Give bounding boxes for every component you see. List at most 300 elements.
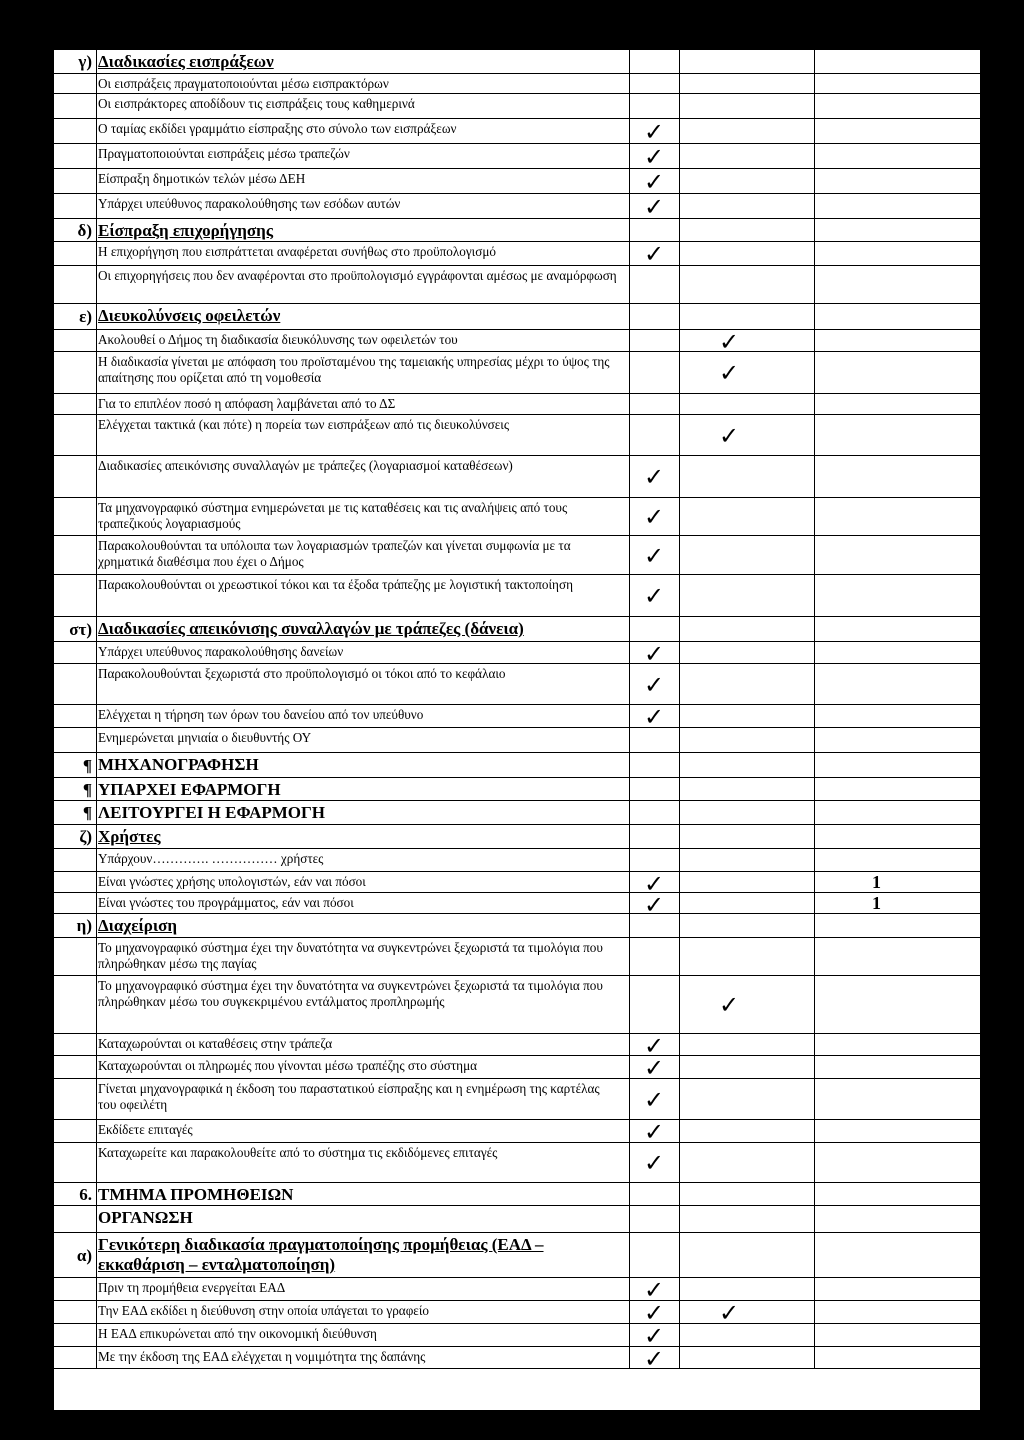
column-divider bbox=[96, 617, 97, 641]
checklist-row bbox=[54, 728, 980, 753]
column-divider bbox=[629, 1056, 630, 1078]
checklist-row bbox=[54, 219, 980, 242]
column-divider bbox=[629, 1233, 630, 1277]
column-divider bbox=[814, 330, 815, 351]
row-text: Με την έκδοση της ΕΑΔ ελέγχεται η νομιμότητα της δαπάνης bbox=[98, 1349, 426, 1364]
column-divider bbox=[679, 938, 680, 975]
column-divider bbox=[679, 219, 680, 241]
check-mark-icon: ✓ bbox=[644, 503, 665, 531]
column-divider bbox=[96, 1034, 97, 1055]
column-divider bbox=[96, 119, 97, 143]
column-divider bbox=[679, 394, 680, 414]
column-divider bbox=[96, 872, 97, 892]
checklist-row bbox=[54, 169, 980, 194]
checklist-row bbox=[54, 1233, 980, 1278]
column-divider bbox=[814, 825, 815, 848]
column-divider bbox=[679, 194, 680, 218]
checklist-row bbox=[54, 74, 980, 94]
row-label: ζ) bbox=[79, 827, 92, 846]
checklist-row bbox=[54, 703, 980, 731]
checklist-row bbox=[54, 891, 980, 919]
row-label: α) bbox=[76, 1245, 92, 1265]
column-divider bbox=[679, 1206, 680, 1232]
column-divider bbox=[629, 1183, 630, 1205]
column-divider bbox=[814, 1233, 815, 1277]
row-text: Γίνεται μηχανογραφικά η έκδοση του παραστατικού είσπραξης και η ενημέρωση της καρτέλας του οφειλέτη bbox=[98, 1081, 600, 1112]
column-divider bbox=[679, 415, 680, 455]
column-divider bbox=[629, 705, 630, 727]
column-divider bbox=[96, 219, 97, 241]
column-divider bbox=[629, 728, 630, 752]
column-divider bbox=[814, 498, 815, 535]
column-divider bbox=[96, 778, 97, 800]
column-divider bbox=[679, 1301, 680, 1323]
check-mark-icon: ✓ bbox=[644, 1345, 665, 1373]
column-divider bbox=[629, 976, 630, 1033]
row-text: Υπάρχει υπεύθυνος παρακολούθησης δανείων bbox=[98, 644, 344, 659]
row-text: ΟΡΓΑΝΩΣΗ bbox=[98, 1208, 193, 1227]
check-mark-icon: ✓ bbox=[644, 670, 665, 699]
column-divider bbox=[96, 304, 97, 329]
column-divider bbox=[96, 1183, 97, 1205]
row-text: Η επιχορήγηση που εισπράττεται αναφέρεται συνήθως στο προϋπολογισμό bbox=[98, 244, 497, 259]
column-divider bbox=[679, 1183, 680, 1205]
column-divider bbox=[679, 266, 680, 303]
checklist-row bbox=[54, 1032, 980, 1060]
row-text: Ελέγχεται η τήρηση των όρων του δανείου από τον υπεύθυνο bbox=[98, 707, 424, 722]
column-divider bbox=[679, 1233, 680, 1277]
column-divider bbox=[629, 456, 630, 497]
column-divider bbox=[629, 1034, 630, 1055]
checklist-row bbox=[54, 801, 980, 825]
checklist-row bbox=[54, 778, 980, 801]
row-text: Ο ταμίας εκδίδει γραμμάτιο είσπραξης στο σύνολο των εισπράξεων bbox=[98, 121, 457, 136]
row-text: ΜΗΧΑΝΟΓΡΑΦΗΣΗ bbox=[98, 755, 259, 774]
column-divider bbox=[679, 753, 680, 777]
row-text: Καταχωρούνται οι πληρωμές που γίνονται μέσω τραπέζης στο σύστημα bbox=[98, 1058, 478, 1073]
row-text: Οι εισπράξεις πραγματοποιούνται μέσω εισπρακτόρων bbox=[98, 76, 389, 91]
row-text: Είσπραξη επιχορήγησης bbox=[98, 221, 274, 240]
row-text: Καταχωρείτε και παρακολουθείτε από το σύστημα τις εκδιδόμενες επιταγές bbox=[98, 1145, 498, 1160]
column-divider bbox=[814, 1278, 815, 1300]
handwritten-count: 1 bbox=[872, 872, 881, 892]
column-divider bbox=[96, 575, 97, 616]
checklist-row bbox=[54, 753, 980, 778]
column-divider bbox=[629, 169, 630, 193]
checklist-row bbox=[54, 1054, 980, 1082]
column-divider bbox=[96, 801, 97, 824]
row-label: γ) bbox=[78, 52, 92, 71]
check-mark-icon: ✓ bbox=[644, 891, 665, 919]
column-divider bbox=[814, 536, 815, 574]
checklist-row bbox=[54, 1183, 980, 1206]
checklist-row bbox=[54, 144, 980, 169]
row-text: Το μηχανογραφικό σύστημα έχει την δυνατότητα να συγκεντρώνει ξεχωριστά τα τιμολόγια που πληρώθηκαν μέσω του συγκεκριμένου εντάλματος προπληρωμής bbox=[98, 978, 603, 1009]
row-text: Η διαδικασία γίνεται με απόφαση του προϊσταμένου της ταμειακής υπηρεσίας μέχρι το ύψος της απαίτησης που ορίζεται από τη νομοθεσία bbox=[98, 354, 610, 385]
column-divider bbox=[629, 194, 630, 218]
column-divider bbox=[629, 50, 630, 73]
column-divider bbox=[679, 801, 680, 824]
column-divider bbox=[814, 1347, 815, 1368]
row-text: Διαδικασίες απεικόνισης συναλλαγών με τράπεζες (λογαριασμοί καταθέσεων) bbox=[98, 458, 513, 473]
checklist-row bbox=[54, 849, 980, 872]
checklist-row bbox=[54, 575, 980, 617]
column-divider bbox=[679, 498, 680, 535]
column-divider bbox=[629, 266, 630, 303]
column-divider bbox=[96, 753, 97, 777]
column-divider bbox=[96, 664, 97, 704]
check-mark-icon: ✓ bbox=[644, 142, 665, 171]
checklist-row bbox=[54, 1299, 980, 1327]
row-text: Ακολουθεί ο Δήμος τη διαδικασία διευκόλυνσης των οφειλετών του bbox=[98, 332, 458, 347]
column-divider bbox=[629, 415, 630, 455]
checklist-row bbox=[54, 914, 980, 938]
column-divider bbox=[629, 304, 630, 329]
row-label: ¶ bbox=[82, 779, 92, 799]
row-text: Την ΕΑΔ εκδίδει η διεύθυνση στην οποία υπάγεται το γραφείο bbox=[98, 1303, 429, 1318]
column-divider bbox=[629, 801, 630, 824]
column-divider bbox=[629, 1347, 630, 1368]
column-divider bbox=[679, 536, 680, 574]
column-divider bbox=[814, 415, 815, 455]
check-mark-icon: ✓ bbox=[644, 1299, 665, 1327]
row-text: ΤΜΗΜΑ ΠΡΟΜΗΘΕΙΩΝ bbox=[98, 1185, 294, 1204]
column-divider bbox=[629, 778, 630, 800]
check-mark-icon: ✓ bbox=[719, 1299, 740, 1327]
row-text: Παρακολουθούνται τα υπόλοιπα των λογαριασμών τραπεζών και γίνεται συμφωνία με τα χρηματικά διαθέσιμα που έχει ο Δήμος bbox=[98, 538, 571, 569]
checklist-row bbox=[54, 976, 980, 1034]
column-divider bbox=[629, 219, 630, 241]
column-divider bbox=[814, 1324, 815, 1346]
column-divider bbox=[679, 242, 680, 265]
column-divider bbox=[814, 169, 815, 193]
column-divider bbox=[629, 872, 630, 892]
column-divider bbox=[814, 50, 815, 73]
column-divider bbox=[814, 1206, 815, 1232]
column-divider bbox=[96, 914, 97, 937]
column-divider bbox=[679, 575, 680, 616]
column-divider bbox=[96, 144, 97, 168]
row-text: Πριν τη προμήθεια ενεργείται ΕΑΔ bbox=[98, 1280, 286, 1295]
column-divider bbox=[814, 1034, 815, 1055]
check-mark-icon: ✓ bbox=[719, 328, 740, 356]
column-divider bbox=[96, 536, 97, 574]
column-divider bbox=[96, 352, 97, 393]
handwritten-count: 1 bbox=[872, 893, 881, 913]
column-divider bbox=[96, 1233, 97, 1277]
column-divider bbox=[96, 1120, 97, 1142]
row-text: Χρήστες bbox=[98, 827, 161, 846]
row-text: Οι επιχορηγήσεις που δεν αναφέρονται στο προϋπολογισμό εγγράφονται αμέσως με αναμόρφωση bbox=[98, 268, 617, 283]
checklist-row bbox=[54, 415, 980, 456]
column-divider bbox=[629, 94, 630, 118]
column-divider bbox=[679, 872, 680, 892]
row-text: Γενικότερη διαδικασία πραγματοποίησης προμήθειας (ΕΑΔ – εκκαθάριση – ενταλματοποίηση) bbox=[98, 1235, 544, 1274]
checklist-row bbox=[54, 266, 980, 304]
column-divider bbox=[629, 498, 630, 535]
checklist-row bbox=[54, 394, 980, 415]
checklist-row bbox=[54, 242, 980, 266]
checklist-row bbox=[54, 456, 980, 498]
row-text: Ενημερώνεται μηνιαία ο διευθυντής ΟΥ bbox=[98, 730, 312, 745]
row-label: ¶ bbox=[82, 803, 92, 822]
column-divider bbox=[679, 50, 680, 73]
column-divider bbox=[814, 642, 815, 663]
column-divider bbox=[814, 1301, 815, 1323]
checklist-row bbox=[54, 1206, 980, 1233]
check-mark-icon: ✓ bbox=[644, 1322, 665, 1350]
column-divider bbox=[814, 1183, 815, 1205]
column-divider bbox=[814, 394, 815, 414]
column-divider bbox=[814, 1143, 815, 1182]
column-divider bbox=[814, 938, 815, 975]
checklist-row bbox=[54, 536, 980, 575]
column-divider bbox=[96, 94, 97, 118]
column-divider bbox=[96, 849, 97, 871]
column-divider bbox=[96, 1079, 97, 1119]
row-text: Εκδίδετε επιταγές bbox=[98, 1122, 193, 1137]
column-divider bbox=[629, 74, 630, 93]
column-divider bbox=[629, 394, 630, 414]
check-mark-icon: ✓ bbox=[644, 1118, 665, 1146]
column-divider bbox=[679, 778, 680, 800]
column-divider bbox=[679, 330, 680, 351]
column-divider bbox=[629, 536, 630, 574]
audit-checklist-page bbox=[54, 50, 980, 1410]
column-divider bbox=[679, 1079, 680, 1119]
row-text: Διαδικασίες απεικόνισης συναλλαγών με τράπεζες (δάνεια) bbox=[98, 619, 524, 638]
column-divider bbox=[96, 266, 97, 303]
column-divider bbox=[814, 893, 815, 913]
column-divider bbox=[96, 705, 97, 727]
column-divider bbox=[814, 705, 815, 727]
column-divider bbox=[814, 664, 815, 704]
column-divider bbox=[629, 1206, 630, 1232]
column-divider bbox=[96, 1206, 97, 1232]
column-divider bbox=[679, 1347, 680, 1368]
column-divider bbox=[679, 94, 680, 118]
check-mark-icon: ✓ bbox=[644, 541, 665, 570]
check-mark-icon: ✓ bbox=[644, 192, 665, 221]
row-text: Τα μηχανογραφικό σύστημα ενημερώνεται με τις καταθέσεις και τις αναλήψεις από τους τραπεζικούς λογαριασμούς bbox=[98, 500, 568, 531]
column-divider bbox=[96, 642, 97, 663]
column-divider bbox=[679, 1324, 680, 1346]
row-label: ε) bbox=[79, 307, 92, 326]
column-divider bbox=[679, 304, 680, 329]
column-divider bbox=[679, 1056, 680, 1078]
column-divider bbox=[679, 1278, 680, 1300]
row-label: στ) bbox=[69, 619, 92, 639]
row-text: Παρακολουθούνται οι χρεωστικοί τόκοι και τα έξοδα τράπεζης με λογιστική τακτοποίηση bbox=[98, 577, 573, 592]
column-divider bbox=[679, 914, 680, 937]
row-text: ΛΕΙΤΟΥΡΓΕΙ Η ΕΦΑΡΜΟΓΗ bbox=[98, 803, 326, 822]
column-divider bbox=[679, 705, 680, 727]
column-divider bbox=[629, 1143, 630, 1182]
row-text: Ελέγχεται τακτικά (και πότε) η πορεία των εισπράξεων από τις διευκολύνσεις bbox=[98, 417, 510, 432]
column-divider bbox=[814, 74, 815, 93]
column-divider bbox=[679, 849, 680, 871]
column-divider bbox=[629, 664, 630, 704]
row-text: Είναι γνώστες του προγράμματος, εάν ναι πόσοι bbox=[98, 895, 354, 910]
column-divider bbox=[814, 728, 815, 752]
row-text: Οι εισπράκτορες αποδίδουν τις εισπράξεις τους καθημερινά bbox=[98, 96, 415, 111]
column-divider bbox=[629, 1324, 630, 1346]
column-divider bbox=[679, 664, 680, 704]
column-divider bbox=[679, 1143, 680, 1182]
checklist-row bbox=[54, 50, 980, 74]
row-text: ΥΠΑΡΧΕΙ ΕΦΑΡΜΟΓΗ bbox=[98, 780, 281, 799]
check-mark-icon: ✓ bbox=[644, 703, 665, 731]
check-mark-icon: ✓ bbox=[644, 1032, 665, 1060]
column-divider bbox=[814, 242, 815, 265]
column-divider bbox=[814, 304, 815, 329]
column-divider bbox=[96, 728, 97, 752]
column-divider bbox=[96, 74, 97, 93]
column-divider bbox=[814, 1056, 815, 1078]
check-mark-icon: ✓ bbox=[719, 359, 740, 387]
column-divider bbox=[629, 642, 630, 663]
check-mark-icon: ✓ bbox=[644, 117, 665, 146]
check-mark-icon: ✓ bbox=[644, 463, 665, 491]
column-divider bbox=[629, 753, 630, 777]
column-divider bbox=[629, 938, 630, 975]
column-divider bbox=[96, 1347, 97, 1368]
column-divider bbox=[629, 893, 630, 913]
checklist-row bbox=[54, 94, 980, 119]
column-divider bbox=[96, 194, 97, 218]
column-divider bbox=[629, 1301, 630, 1323]
checklist-row bbox=[54, 498, 980, 536]
checklist-row bbox=[54, 1079, 980, 1120]
column-divider bbox=[679, 893, 680, 913]
check-mark-icon: ✓ bbox=[644, 640, 665, 668]
checklist-row bbox=[54, 1276, 980, 1304]
column-divider bbox=[679, 456, 680, 497]
column-divider bbox=[679, 74, 680, 93]
row-label: ¶ bbox=[82, 755, 92, 775]
check-mark-icon: ✓ bbox=[644, 582, 665, 610]
column-divider bbox=[629, 617, 630, 641]
row-text: Υπάρχει υπεύθυνος παρακολούθησης των εσόδων αυτών bbox=[98, 196, 401, 211]
column-divider bbox=[629, 575, 630, 616]
column-divider bbox=[814, 617, 815, 641]
column-divider bbox=[814, 753, 815, 777]
column-divider bbox=[679, 617, 680, 641]
checklist-row bbox=[54, 664, 980, 705]
column-divider bbox=[96, 394, 97, 414]
check-mark-icon: ✓ bbox=[644, 1085, 665, 1114]
column-divider bbox=[814, 872, 815, 892]
checklist-row bbox=[54, 1345, 980, 1373]
column-divider bbox=[96, 1143, 97, 1182]
column-divider bbox=[679, 642, 680, 663]
column-divider bbox=[96, 169, 97, 193]
checklist-row bbox=[54, 304, 980, 330]
check-mark-icon: ✓ bbox=[719, 421, 740, 450]
column-divider bbox=[96, 50, 97, 73]
column-divider bbox=[814, 849, 815, 871]
column-divider bbox=[629, 144, 630, 168]
checklist-row bbox=[54, 1118, 980, 1146]
column-divider bbox=[814, 352, 815, 393]
checklist-row bbox=[54, 640, 980, 668]
column-divider bbox=[96, 825, 97, 848]
column-divider bbox=[814, 1079, 815, 1119]
checklist-row bbox=[54, 617, 980, 642]
row-text: Είσπραξη δημοτικών τελών μέσω ΔΕΗ bbox=[98, 171, 306, 186]
column-divider bbox=[814, 144, 815, 168]
column-divider bbox=[679, 144, 680, 168]
column-divider bbox=[814, 119, 815, 143]
column-divider bbox=[629, 119, 630, 143]
column-divider bbox=[96, 938, 97, 975]
check-mark-icon: ✓ bbox=[644, 1149, 665, 1177]
column-divider bbox=[96, 330, 97, 351]
row-label: δ) bbox=[77, 220, 92, 240]
column-divider bbox=[679, 825, 680, 848]
row-text: Καταχωρούνται οι καταθέσεις στην τράπεζα bbox=[98, 1036, 333, 1051]
row-label: 6. bbox=[79, 1184, 92, 1204]
column-divider bbox=[679, 119, 680, 143]
column-divider bbox=[629, 825, 630, 848]
column-divider bbox=[679, 1120, 680, 1142]
row-text: Για το επιπλέον ποσό η απόφαση λαμβάνεται από το ΔΣ bbox=[98, 396, 396, 411]
column-divider bbox=[629, 352, 630, 393]
row-text: Η ΕΑΔ επικυρώνεται από την οικονομική διεύθυνση bbox=[98, 1326, 377, 1341]
row-label: η) bbox=[76, 916, 92, 935]
column-divider bbox=[814, 914, 815, 937]
column-divider bbox=[629, 242, 630, 265]
column-divider bbox=[814, 94, 815, 118]
column-divider bbox=[629, 1120, 630, 1142]
column-divider bbox=[96, 893, 97, 913]
check-mark-icon: ✓ bbox=[644, 870, 665, 898]
checklist-row bbox=[54, 194, 980, 219]
checklist-row bbox=[54, 352, 980, 394]
column-divider bbox=[814, 219, 815, 241]
column-divider bbox=[814, 456, 815, 497]
checklist-row bbox=[54, 825, 980, 849]
checklist-row bbox=[54, 328, 980, 356]
check-mark-icon: ✓ bbox=[644, 1276, 665, 1304]
column-divider bbox=[814, 266, 815, 303]
column-divider bbox=[679, 976, 680, 1033]
check-mark-icon: ✓ bbox=[644, 240, 665, 268]
row-text: Διευκολύνσεις οφειλετών bbox=[98, 306, 281, 325]
row-text: Είναι γνώστες χρήσης υπολογιστών, εάν ναι πόσοι bbox=[98, 874, 366, 889]
column-divider bbox=[96, 1324, 97, 1346]
row-text: Διαχείριση bbox=[98, 916, 178, 935]
row-text: Πραγματοποιούνται εισπράξεις μέσω τραπεζών bbox=[98, 146, 350, 161]
column-divider bbox=[96, 1301, 97, 1323]
column-divider bbox=[96, 1278, 97, 1300]
checklist-row bbox=[54, 938, 980, 976]
column-divider bbox=[679, 352, 680, 393]
column-divider bbox=[679, 1034, 680, 1055]
column-divider bbox=[96, 415, 97, 455]
column-divider bbox=[96, 1056, 97, 1078]
check-mark-icon: ✓ bbox=[644, 1054, 665, 1082]
column-divider bbox=[96, 498, 97, 535]
column-divider bbox=[814, 1120, 815, 1142]
column-divider bbox=[629, 849, 630, 871]
row-text: Διαδικασίες εισπράξεων bbox=[98, 52, 274, 71]
column-divider bbox=[814, 801, 815, 824]
column-divider bbox=[96, 976, 97, 1033]
row-text: Το μηχανογραφικό σύστημα έχει την δυνατότητα να συγκεντρώνει ξεχωριστά τα τιμολόγια που πληρώθηκαν μέσω της παγίας bbox=[98, 940, 603, 971]
checklist-row bbox=[54, 119, 980, 144]
column-divider bbox=[814, 778, 815, 800]
